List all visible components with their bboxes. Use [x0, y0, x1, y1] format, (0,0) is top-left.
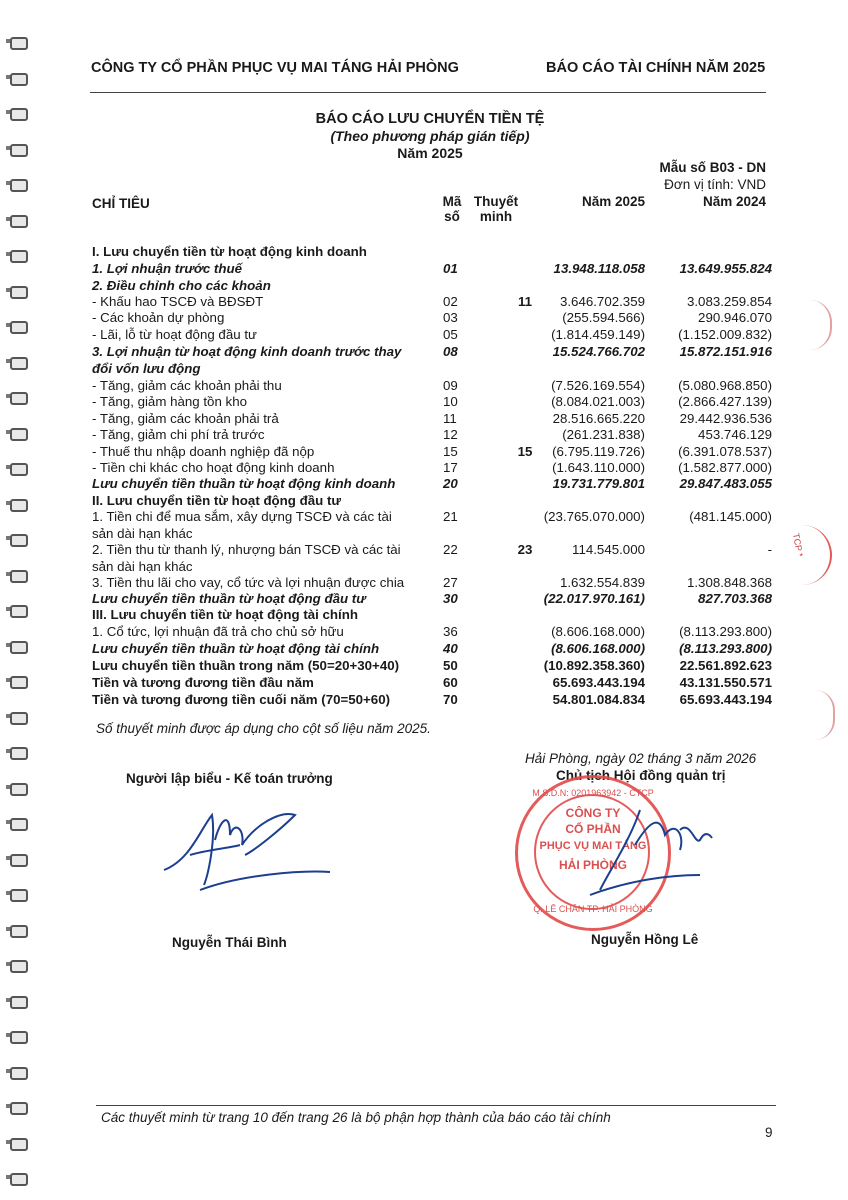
row-label: - Các khoản dự phòng — [92, 310, 225, 325]
binding-ring — [6, 461, 26, 475]
row-label: Tiền và tương đương tiền cuối năm (70=50+60) — [92, 692, 391, 707]
row-label: - Lãi, lỗ từ hoạt động đầu tư — [92, 327, 257, 342]
row-value-2025: (8.084.021.003) — [551, 394, 645, 409]
row-value-2024: 15.872.151.916 — [679, 344, 772, 359]
row-label: 3. Lợi nhuận từ hoạt động kinh doanh trước thay — [92, 344, 402, 359]
row-label: - Thuế thu nhập doanh nghiệp đã nộp — [92, 444, 315, 459]
binding-ring — [6, 355, 26, 369]
row-code: 27 — [443, 575, 458, 590]
table-row — [90, 675, 770, 691]
row-code: 05 — [443, 327, 458, 342]
table-row — [90, 591, 770, 607]
binding-ring — [6, 887, 26, 901]
row-label: 2. Điều chỉnh cho các khoản — [92, 278, 271, 293]
table-row — [90, 460, 770, 476]
row-code: 40 — [443, 641, 458, 656]
binding-ring — [6, 426, 26, 440]
table-row — [90, 542, 770, 558]
statement-subtitle: (Theo phương pháp gián tiếp) — [330, 128, 530, 144]
binding-ring — [6, 248, 26, 262]
table-row — [90, 575, 770, 591]
table-row — [90, 344, 770, 360]
row-label: Lưu chuyển tiền thuần từ hoạt động đầu tư — [92, 591, 366, 606]
row-label: 3. Tiền thu lãi cho vay, cổ tức và lợi nhuận được chia — [92, 575, 405, 590]
row-value-2024: 43.131.550.571 — [679, 675, 772, 690]
table-row — [90, 427, 770, 443]
row-value-2025: (1.643.110.000) — [552, 460, 645, 475]
row-label: 2. Tiền thu từ thanh lý, nhượng bán TSCĐ và các tài — [92, 542, 401, 557]
row-value-2024: (481.145.000) — [689, 509, 772, 524]
company-stamp: M.S.D.N: 0201963942 - CTCP CÔNG TY CỔ PHẦN PHỤC VỤ MAI TÁNG HẢI PHÒNG Q. LÊ CHÂN TP. HẢI PHÒNG — [515, 775, 671, 931]
page-number: 9 — [765, 1125, 773, 1140]
report-title: BÁO CÁO TÀI CHÍNH NĂM 2025 — [546, 60, 766, 76]
row-label: sản dài hạn khác — [92, 526, 193, 541]
binding-ring — [6, 284, 26, 298]
table-row — [90, 493, 770, 509]
binding-ring — [6, 497, 26, 511]
row-code: 11 — [443, 411, 457, 426]
col-header-code: Mã số — [442, 194, 462, 224]
row-value-2025: (255.594.566) — [562, 310, 645, 325]
binding-ring — [6, 1100, 26, 1114]
table-row — [90, 278, 770, 294]
row-label: Lưu chuyển tiền thuần trong năm (50=20+30+40) — [92, 658, 400, 673]
binding-ring — [6, 1136, 26, 1150]
row-code: 36 — [443, 624, 458, 639]
form-code: Mẫu số B03 - DN — [659, 160, 766, 175]
table-row — [90, 607, 770, 623]
left-signer-role: Người lập biểu - Kế toán trưởng — [126, 771, 333, 786]
row-value-2025: 65.693.443.194 — [552, 675, 645, 690]
row-code: 20 — [443, 476, 458, 491]
binding-ring — [6, 1171, 26, 1185]
table-row — [90, 261, 770, 277]
binding-ring — [6, 319, 26, 333]
binding-ring — [6, 603, 26, 617]
binding-ring — [6, 639, 26, 653]
row-label: Lưu chuyển tiền thuần từ hoạt động tài chính — [92, 641, 380, 656]
col-header-item: CHỈ TIÊU — [92, 196, 150, 211]
row-value-2025: 28.516.665.220 — [552, 411, 645, 426]
row-code: 08 — [443, 344, 458, 359]
row-value-2024: (8.113.293.800) — [679, 641, 772, 656]
binding-ring — [6, 568, 26, 582]
table-row — [90, 559, 770, 575]
row-value-2024: 3.083.259.854 — [686, 294, 772, 309]
row-value-2024: (6.391.078.537) — [678, 444, 772, 459]
row-value-2024: 13.649.955.824 — [679, 261, 772, 276]
row-code: 70 — [443, 692, 458, 707]
row-value-2025: (1.814.459.149) — [551, 327, 645, 342]
row-label: - Tăng, giảm chi phí trả trước — [92, 427, 265, 442]
col-header-note: Thuyết minh — [473, 194, 519, 224]
row-value-2024: (1.582.877.000) — [678, 460, 772, 475]
footer-note: Các thuyết minh từ trang 10 đến trang 26 là bộ phận hợp thành của báo cáo tài chính — [101, 1110, 611, 1125]
table-row — [90, 411, 770, 427]
table-row — [90, 294, 770, 310]
row-value-2025: 15.524.766.702 — [552, 344, 645, 359]
row-value-2024: 1.308.848.368 — [686, 575, 772, 590]
row-value-2024: 29.442.936.536 — [679, 411, 772, 426]
statement-year: Năm 2025 — [397, 145, 463, 161]
row-value-2025: (261.231.838) — [562, 427, 645, 442]
table-row — [90, 658, 770, 674]
place-date: Hải Phòng, ngày 02 tháng 3 năm 2026 — [525, 751, 757, 766]
right-signer-role: Chủ tịch Hội đồng quản trị — [556, 768, 726, 783]
company-name: CÔNG TY CỔ PHẦN PHỤC VỤ MAI TÁNG HẢI PHÒNG — [91, 60, 459, 76]
table-row — [90, 526, 770, 542]
row-value-2025: (6.795.119.726) — [552, 444, 645, 459]
row-label: 1. Tiền chi để mua sắm, xây dựng TSCĐ và các tài — [92, 509, 392, 524]
left-signature — [160, 800, 340, 900]
footnote: Số thuyết minh được áp dụng cho cột số liệu năm 2025. — [96, 721, 431, 736]
row-code: 02 — [443, 294, 458, 309]
unit-label: Đơn vị tính: VND — [664, 177, 766, 192]
row-value-2024: (2.866.427.139) — [678, 394, 772, 409]
row-label: II. Lưu chuyển tiền từ hoạt động đầu tư — [92, 493, 342, 508]
row-value-2025: 1.632.554.839 — [559, 575, 645, 590]
table-row — [90, 692, 770, 708]
row-note: 23 — [517, 542, 533, 557]
row-value-2025: (10.892.358.360) — [543, 658, 645, 673]
edge-stamp-text: TCP * — [790, 532, 805, 558]
table-row — [90, 509, 770, 525]
footer-divider — [96, 1105, 776, 1106]
binding-ring — [6, 816, 26, 830]
binding-ring — [6, 142, 26, 156]
binding-ring — [6, 106, 26, 120]
table-row — [90, 641, 770, 657]
row-label: - Tiền chi khác cho hoạt động kinh doanh — [92, 460, 335, 475]
row-label: III. Lưu chuyển tiền từ hoạt động tài chính — [92, 607, 358, 622]
row-value-2025: (7.526.169.554) — [551, 378, 645, 393]
row-value-2024: 22.561.892.623 — [679, 658, 772, 673]
table-row — [90, 378, 770, 394]
row-value-2024: 827.703.368 — [698, 591, 772, 606]
table-row — [90, 327, 770, 343]
row-label: I. Lưu chuyển tiền từ hoạt động kinh doanh — [92, 244, 367, 259]
table-row — [90, 361, 770, 377]
row-code: 15 — [443, 444, 458, 459]
col-header-2025: Năm 2025 — [581, 194, 645, 209]
row-value-2024: (5.080.968.850) — [678, 378, 772, 393]
row-code: 60 — [443, 675, 458, 690]
header-divider — [90, 92, 766, 93]
row-note: 11 — [517, 294, 533, 309]
row-value-2025: 13.948.118.058 — [553, 261, 645, 276]
table-row — [90, 624, 770, 640]
binding-ring — [6, 390, 26, 404]
statement-title: BÁO CÁO LƯU CHUYỂN TIỀN TỆ — [315, 111, 545, 127]
table-row — [90, 394, 770, 410]
row-value-2025: (22.017.970.161) — [543, 591, 645, 606]
row-code: 10 — [443, 394, 458, 409]
row-value-2024: (8.113.293.800) — [679, 624, 772, 639]
binding-ring — [6, 71, 26, 85]
row-note: 15 — [517, 444, 533, 459]
table-row — [90, 476, 770, 492]
row-code: 17 — [443, 460, 458, 475]
row-value-2025: (8.606.168.000) — [551, 641, 645, 656]
row-value-2025: (23.765.070.000) — [543, 509, 645, 524]
row-code: 21 — [443, 509, 458, 524]
row-label: đổi vốn lưu động — [92, 361, 201, 376]
binding-ring — [6, 852, 26, 866]
row-code: 01 — [443, 261, 458, 276]
binding-ring — [6, 923, 26, 937]
col-header-2024: Năm 2024 — [702, 194, 766, 209]
binding-ring — [6, 710, 26, 724]
row-value-2025: 54.801.084.834 — [552, 692, 645, 707]
binding-ring — [6, 1029, 26, 1043]
row-label: - Tăng, giảm các khoản phải trả — [92, 411, 279, 426]
row-label: Lưu chuyển tiền thuần từ hoạt động kinh doanh — [92, 476, 396, 491]
row-label: sản dài hạn khác — [92, 559, 193, 574]
binding-ring — [6, 1065, 26, 1079]
row-label: 1. Cổ tức, lợi nhuận đã trả cho chủ sở hữu — [92, 624, 344, 639]
row-value-2025: 3.646.702.359 — [559, 294, 645, 309]
row-value-2025: 19.731.779.801 — [552, 476, 645, 491]
row-value-2024: 29.847.483.055 — [679, 476, 772, 491]
row-code: 12 — [443, 427, 458, 442]
row-label: - Tăng, giảm các khoản phải thu — [92, 378, 282, 393]
left-signer-name: Nguyễn Thái Bình — [172, 935, 287, 950]
row-value-2024: 65.693.443.194 — [679, 692, 772, 707]
table-row — [90, 244, 770, 260]
row-value-2025: 114.545.000 — [572, 542, 645, 557]
row-value-2025: (8.606.168.000) — [551, 624, 645, 639]
binding-ring — [6, 781, 26, 795]
row-value-2024: - — [767, 542, 772, 557]
row-code: 09 — [443, 378, 458, 393]
binding-ring — [6, 532, 26, 546]
right-signer-name: Nguyễn Hồng Lê — [591, 932, 699, 947]
binding-ring — [6, 674, 26, 688]
row-value-2024: 290.946.070 — [698, 310, 772, 325]
row-value-2024: 453.746.129 — [698, 427, 772, 442]
row-label: 1. Lợi nhuận trước thuế — [92, 261, 242, 276]
binding-ring — [6, 994, 26, 1008]
right-signature — [580, 790, 730, 910]
binding-ring — [6, 213, 26, 227]
edge-stamp-mark — [810, 300, 832, 350]
table-row — [90, 310, 770, 326]
table-row — [90, 444, 770, 460]
row-code: 30 — [443, 591, 458, 606]
row-value-2024: (1.152.009.832) — [678, 327, 772, 342]
row-code: 50 — [443, 658, 458, 673]
binding-ring — [6, 745, 26, 759]
row-label: Tiền và tương đương tiền đầu năm — [92, 675, 314, 690]
binding-ring — [6, 35, 26, 49]
row-label: - Tăng, giảm hàng tồn kho — [92, 394, 247, 409]
binding-ring — [6, 177, 26, 191]
spiral-binding — [0, 0, 40, 1200]
edge-stamp-mark — [815, 690, 835, 740]
row-code: 22 — [443, 542, 458, 557]
row-code: 03 — [443, 310, 458, 325]
binding-ring — [6, 958, 26, 972]
row-label: - Khấu hao TSCĐ và BĐSĐT — [92, 294, 264, 309]
